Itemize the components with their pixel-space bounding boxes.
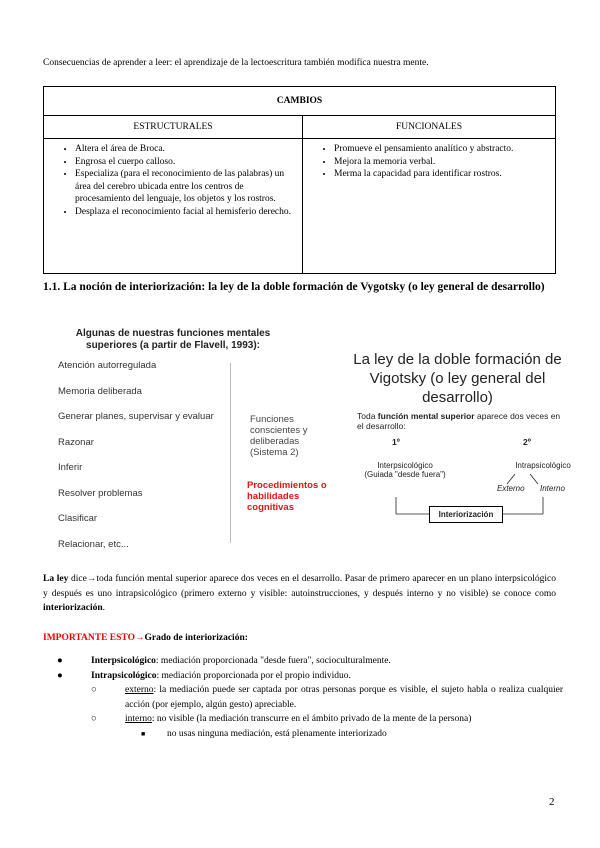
bullet-icon: ● bbox=[57, 656, 63, 666]
table-title: CAMBIOS bbox=[44, 87, 556, 116]
page-number: 2 bbox=[549, 796, 555, 808]
para-bold-start: La ley bbox=[43, 574, 69, 584]
important-red: IMPORTANTE ESTO→ bbox=[43, 633, 145, 643]
function-item: Razonar bbox=[58, 436, 94, 448]
list-item: • Engrosa el cuerpo calloso. bbox=[75, 156, 301, 169]
arrow-right-line bbox=[530, 474, 538, 484]
interno-label: Interno bbox=[540, 484, 565, 493]
list-item: • Promueve el pensamiento analítico y abstracto. bbox=[334, 143, 554, 156]
important-black: Grado de interiorización: bbox=[144, 633, 248, 643]
bracket-label-line: Funciones bbox=[250, 414, 294, 425]
interiorization-box: Interiorización bbox=[429, 506, 503, 523]
law-desc-bold: función mental superior bbox=[377, 411, 475, 421]
list-item: • Mejora la memoria verbal. bbox=[334, 156, 554, 169]
term: interno bbox=[125, 714, 152, 724]
intra-label: Intrapsicológico bbox=[515, 461, 571, 470]
inter-label-text: Interpsicológico bbox=[377, 461, 433, 470]
circle-bullet-icon: ○ bbox=[91, 714, 97, 724]
bracket-label bbox=[250, 414, 308, 458]
term-text: : no visible (la mediación transcurre en el ámbito privado de la mente de la persona) bbox=[151, 714, 472, 724]
procedures-label bbox=[247, 480, 327, 513]
term-text: : mediación proporcionada "desde fuera", socioculturalmente. bbox=[155, 656, 391, 666]
list-item: • Merma la capacidad para identificar rostros. bbox=[334, 168, 554, 181]
list-item bbox=[43, 712, 563, 727]
para-bold-end: interiorización bbox=[43, 603, 103, 613]
procedures-line: habilidades bbox=[247, 491, 300, 502]
procedures-line: cognitivas bbox=[247, 502, 294, 513]
interiorization-list bbox=[43, 654, 563, 741]
term: externo bbox=[125, 685, 154, 695]
list-item: • Altera el área de Broca. bbox=[75, 143, 301, 156]
intro-text: Consecuencias de aprender a leer: el aprendizaje de la lectoescritura también modifica nuestra mente. bbox=[43, 58, 429, 68]
functions-title: Algunas de nuestras funciones mentales superiores (a partir de Flavell, 1993): bbox=[75, 328, 271, 351]
function-item: Atención autorregulada bbox=[58, 360, 157, 371]
bullet-icon: ● bbox=[57, 670, 63, 681]
law-desc-post: aparece dos veces en el desarrollo: bbox=[357, 411, 561, 431]
functional-list bbox=[304, 143, 554, 181]
law-description bbox=[357, 411, 562, 431]
bracket-label-line: conscientes y bbox=[250, 425, 308, 436]
function-item: Memoria deliberada bbox=[58, 385, 142, 397]
function-item: Resolver problemas bbox=[58, 487, 143, 499]
bracket-label-line: deliberadas bbox=[250, 436, 300, 447]
term-text: no usas ninguna mediación, está plenamente interiorizado bbox=[167, 728, 387, 739]
arrow-left-line bbox=[507, 474, 515, 484]
second-label: 2º bbox=[523, 437, 531, 447]
changes-table bbox=[43, 86, 556, 274]
term: Intrapsicológico bbox=[91, 670, 157, 681]
law-desc-pre: Toda bbox=[357, 411, 378, 421]
important-heading bbox=[43, 633, 248, 643]
bracket-label-line: (Sistema 2) bbox=[250, 447, 299, 458]
functions-list bbox=[58, 360, 214, 564]
square-bullet-icon: ■ bbox=[141, 729, 146, 738]
term-text: : mediación proporcionada por el propio individuo. bbox=[156, 670, 351, 681]
structural-list bbox=[45, 143, 301, 218]
bracket-line bbox=[230, 363, 237, 543]
first-label: 1º bbox=[392, 437, 400, 447]
term-text: : la mediación puede ser captada por otras personas porque es visible, el sujeto habla o realiza cualquier acción (por ejemplo, algún gesto) apreciable. bbox=[125, 685, 563, 710]
list-item: • Especializa (para el reconocimiento de las palabras) un área del cerebro ubicada entre los centros de procesamiento del lenguaje, los objetos y los rostros. bbox=[75, 168, 301, 206]
list-item bbox=[43, 669, 563, 684]
para-middle: dice→toda función mental superior aparece dos veces en el desarrollo. Pasar de primero aparecer en un plano interpsicológico y después es uno intrapsicológico (primero externo y visible: autoinstrucciones, y después interno y no visible) se conoce como bbox=[43, 574, 556, 599]
list-item: • Desplaza el reconocimiento facial al hemisferio derecho. bbox=[75, 206, 301, 219]
list-item bbox=[43, 727, 563, 742]
function-item: Relacionar, etc... bbox=[58, 538, 129, 550]
inter-sub-text: (Guiada "desde fuera") bbox=[364, 470, 446, 479]
law-paragraph bbox=[43, 572, 556, 616]
circle-bullet-icon: ○ bbox=[91, 685, 97, 695]
col-header-functional: FUNCIONALES bbox=[303, 116, 556, 139]
para-end: . bbox=[102, 603, 105, 613]
col-header-structural: ESTRUCTURALES bbox=[44, 116, 303, 139]
procedures-line: Procedimientos o bbox=[247, 480, 327, 491]
law-title: La ley de la doble formación de Vigotsky (o ley general del desarrollo) bbox=[353, 351, 562, 406]
section-heading: 1.1. La noción de interiorización: la ley de la doble formación de Vygotsky (o ley general de desarrollo) bbox=[43, 281, 545, 293]
function-item: Clasificar bbox=[58, 513, 98, 524]
externo-label: Externo bbox=[497, 484, 525, 493]
list-item bbox=[43, 683, 563, 712]
function-item: Inferir bbox=[58, 462, 83, 473]
list-item bbox=[43, 654, 563, 669]
term: Interpsicológico bbox=[91, 656, 156, 666]
function-item: Generar planes, supervisar y evaluar bbox=[58, 411, 214, 422]
